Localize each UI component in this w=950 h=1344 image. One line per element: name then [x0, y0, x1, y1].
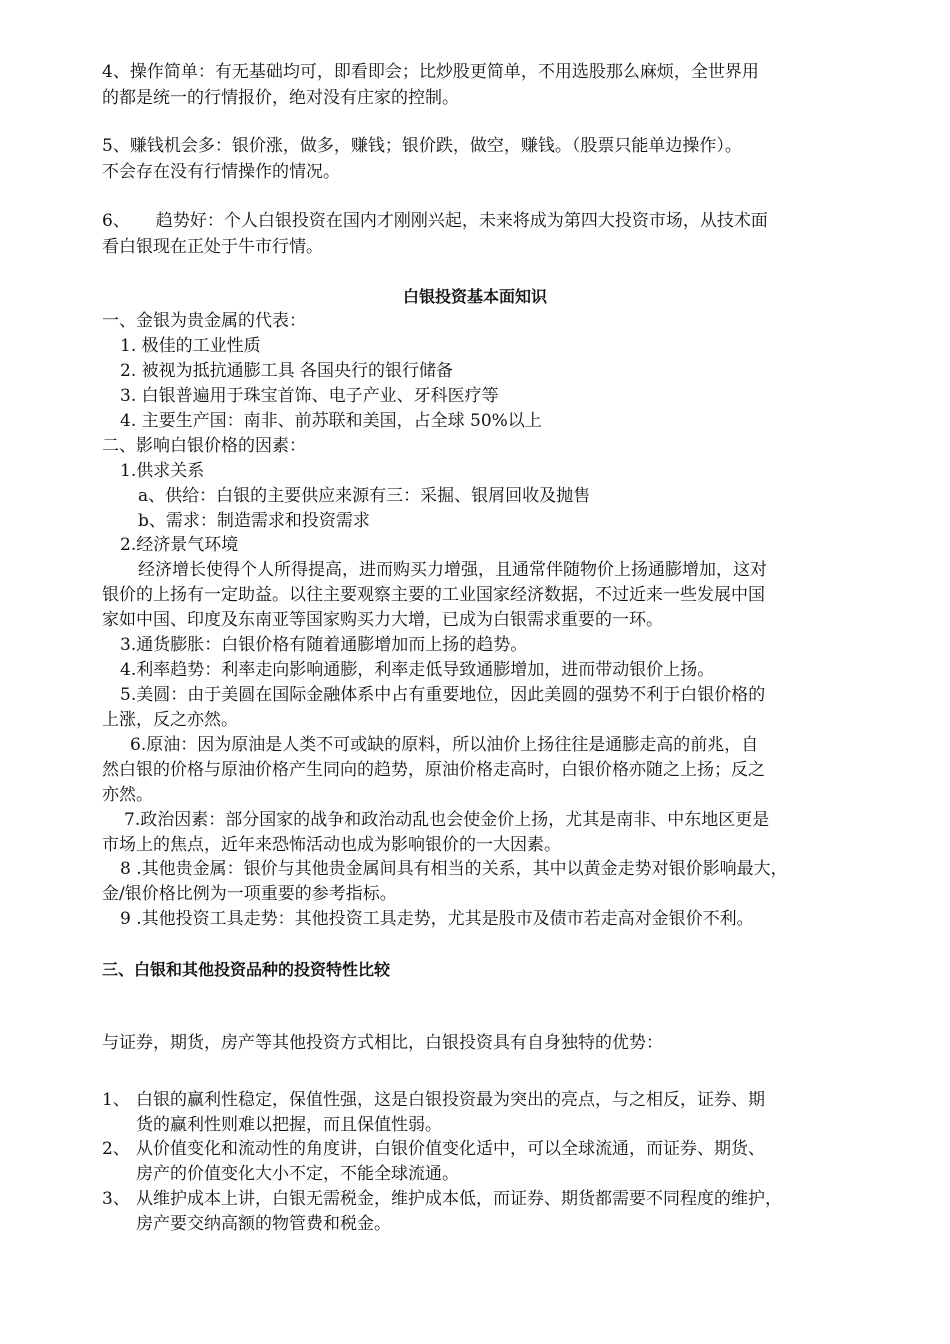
point-5-line-2: 不会存在没有行情操作的情况。 — [102, 162, 340, 182]
point-5-line-1: 5、赚钱机会多：银价涨，做多，赚钱；银价跌，做空，赚钱。（股票只能单边操作）。 — [102, 136, 742, 156]
comparison-intro: 与证券，期货，房产等其他投资方式相比，白银投资具有自身独特的优势： — [102, 1033, 663, 1053]
demand-line: b、需求：制造需求和投资需求 — [138, 511, 370, 531]
politics-line: 市场上的焦点，近年来恐怖活动也成为影响银价的一大因素。 — [102, 835, 561, 855]
section1-item: 1. 极佳的工业性质 — [120, 336, 261, 356]
comparison-item-number: 2、 — [102, 1139, 130, 1159]
economy-line: 经济增长使得个人所得提高，进而购买力增强，且通常伴随物价上扬通膨增加，这对 — [138, 560, 767, 580]
comparison-item-line: 房产要交纳高额的物管费和税金。 — [136, 1214, 391, 1234]
comparison-item-line: 白银的赢利性稳定，保值性强，这是白银投资最为突出的亮点，与之相反，证券、期 — [136, 1090, 765, 1110]
point-4-line-2: 的都是统一的行情报价，绝对没有庄家的控制。 — [102, 88, 459, 108]
other-metals-line: 8 .其他贵金属：银价与其他贵金属间具有相当的关系，其中以黄金走势对银价影响最大， — [120, 859, 788, 879]
economy-line: 银价的上扬有一定助益。以往主要观察主要的工业国家经济数据，不过近来一些发展中国 — [102, 585, 765, 605]
oil-line: 亦然。 — [102, 785, 153, 805]
point-6-line-2: 看白银现在正处于牛市行情。 — [102, 237, 323, 257]
comparison-heading: 三、白银和其他投资品种的投资特性比较 — [102, 960, 391, 979]
section2-heading: 二、影响白银价格的因素： — [102, 436, 306, 456]
point-6-line-1: 6、 趋势好：个人白银投资在国内才刚刚兴起，未来将成为第四大投资市场，从技术面 — [102, 211, 768, 231]
section-title: 白银投资基本面知识 — [402, 287, 547, 306]
comparison-item-line: 房产的价值变化大小不定，不能全球流通。 — [136, 1164, 459, 1184]
other-tools-line: 9 .其他投资工具走势：其他投资工具走势，尤其是股市及债市若走高对金银价不利。 — [120, 909, 754, 929]
comparison-item-line: 从维护成本上讲，白银无需税金，维护成本低，而证券、期货都需要不同程度的维护， — [136, 1189, 782, 1209]
inflation-line: 3.通货膨胀：白银价格有随着通膨增加而上扬的趋势。 — [120, 635, 528, 655]
usd-line: 5.美圆：由于美圆在国际金融体系中占有重要地位，因此美圆的强势不利于白银价格的 — [120, 685, 766, 705]
oil-line: 6.原油：因为原油是人类不可或缺的原料，所以油价上扬往往是通膨走高的前兆，自 — [130, 735, 759, 755]
economy-label: 2.经济景气环境 — [120, 535, 239, 555]
politics-line: 7.政治因素：部分国家的战争和政治动乱也会使金价上扬，尤其是南非、中东地区更是 — [124, 810, 770, 830]
point-number: 6、 — [102, 211, 130, 231]
section1-heading: 一、金银为贵金属的代表： — [102, 311, 306, 331]
usd-line: 上涨，反之亦然。 — [102, 710, 238, 730]
point-number: 4、 — [102, 62, 130, 82]
point-4-line-1: 4、操作简单：有无基础均可，即看即会；比炒股更简单，不用选股那么麻烦，全世界用 — [102, 62, 759, 82]
section1-item: 3. 白银普遍用于珠宝首饰、电子产业、牙科医疗等 — [120, 386, 499, 406]
comparison-item-number: 3、 — [102, 1189, 130, 1209]
supply-demand-label: 1.供求关系 — [120, 461, 205, 481]
section1-item: 2. 被视为抵抗通膨工具 各国央行的银行储备 — [120, 361, 454, 381]
interest-line: 4.利率趋势：利率走向影响通膨，利率走低导致通膨增加，进而带动银价上扬。 — [120, 660, 715, 680]
comparison-item-number: 1、 — [102, 1090, 130, 1110]
oil-line: 然白银的价格与原油价格产生同向的趋势，原油价格走高时，白银价格亦随之上扬；反之 — [102, 760, 765, 780]
comparison-item-line: 货的赢利性则难以把握，而且保值性弱。 — [136, 1115, 442, 1135]
section1-item: 4. 主要生产国：南非、前苏联和美国，占全球 50%以上 — [120, 411, 542, 431]
supply-line: a、供给：白银的主要供应来源有三：采掘、银屑回收及抛售 — [138, 486, 591, 506]
other-metals-line: 金/银价格比例为一项重要的参考指标。 — [102, 884, 397, 904]
point-number: 5、 — [102, 136, 130, 156]
comparison-item-line: 从价值变化和流动性的角度讲，白银价值变化适中，可以全球流通，而证券、期货、 — [136, 1139, 765, 1159]
economy-line: 家如中国、印度及东南亚等国家购买力大增，已成为白银需求重要的一环。 — [102, 610, 663, 630]
